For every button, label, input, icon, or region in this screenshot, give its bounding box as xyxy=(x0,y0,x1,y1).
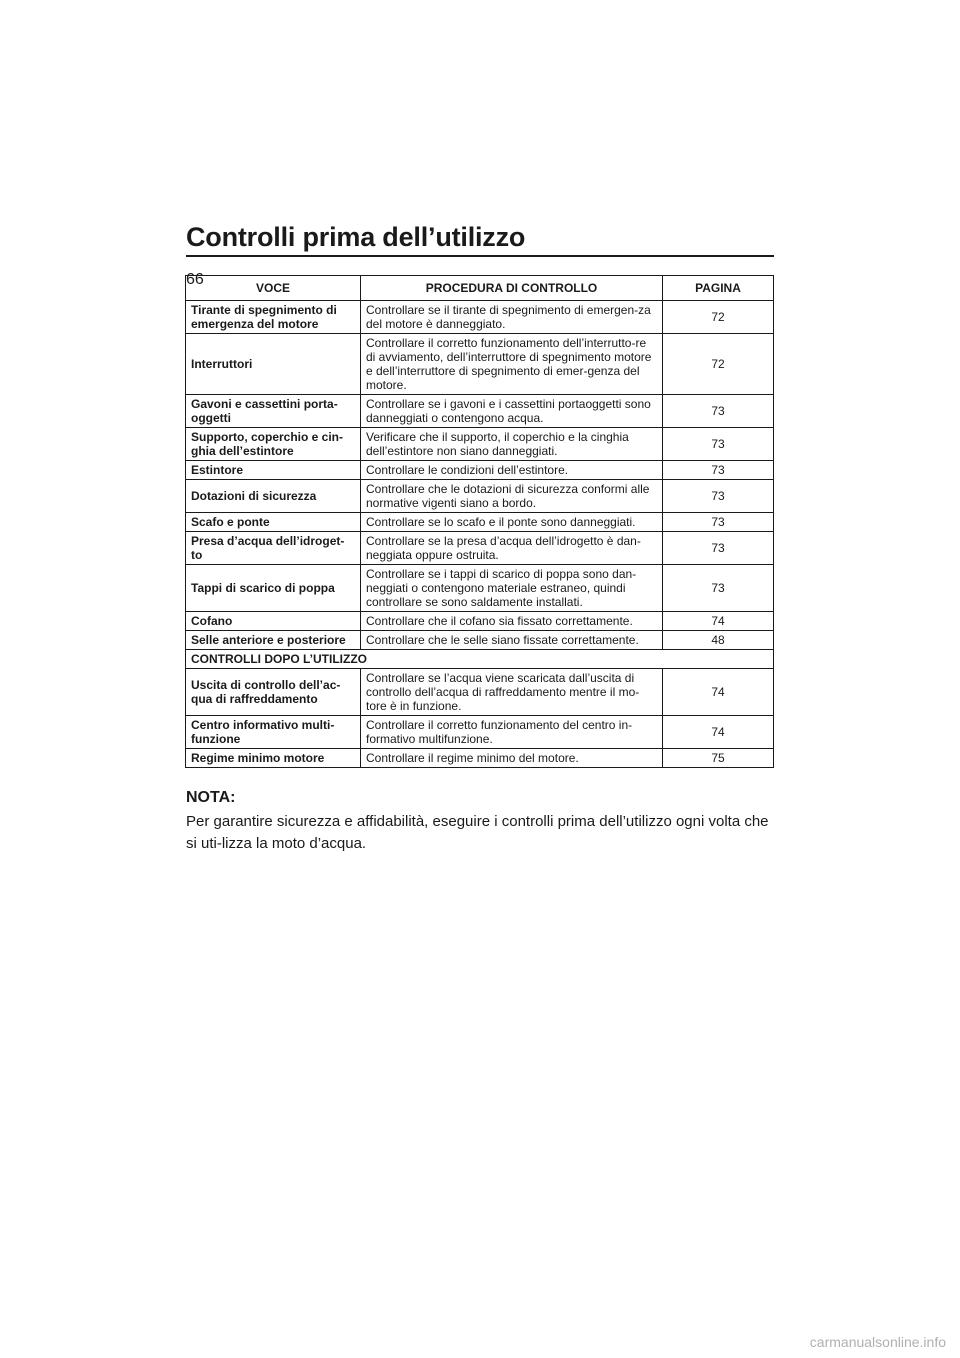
table-section xyxy=(186,650,774,669)
table-header-row xyxy=(186,276,774,301)
table-cell-item: Gavoni e cassettini porta-oggetti xyxy=(186,395,361,428)
table-cell-item: Interruttori xyxy=(186,334,361,395)
table-cell-procedure: Controllare se i gavoni e i cassettini portaoggetti sono danneggiati o contengono acqua. xyxy=(361,395,663,428)
table-cell-procedure: Controllare le condizioni dell’estintore. xyxy=(361,461,663,480)
table-cell-procedure: Verificare che il supporto, il coperchio e la cinghia dell’estintore non siano danneggiati. xyxy=(361,428,663,461)
table-cell-page: 72 xyxy=(663,301,774,334)
table-cell-item: Tirante di spegnimento di emergenza del motore xyxy=(186,301,361,334)
table-cell-item: Scafo e ponte xyxy=(186,513,361,532)
table-cell-item: Presa d’acqua dell’idroget-to xyxy=(186,532,361,565)
table-cell-item: Uscita di controllo dell’ac-qua di raffreddamento xyxy=(186,669,361,716)
table-row xyxy=(186,532,774,565)
table-cell-page: 73 xyxy=(663,532,774,565)
table-row xyxy=(186,612,774,631)
table-cell-page: 73 xyxy=(663,513,774,532)
column-header: PAGINA xyxy=(663,276,774,301)
table-cell-page: 74 xyxy=(663,669,774,716)
table-row xyxy=(186,395,774,428)
table-row xyxy=(186,513,774,532)
table-row xyxy=(186,480,774,513)
table-cell-item: Cofano xyxy=(186,612,361,631)
table-row xyxy=(186,334,774,395)
section-row xyxy=(186,650,774,669)
table-cell-procedure: Controllare che il cofano sia fissato correttamente. xyxy=(361,612,663,631)
note-title: NOTA: xyxy=(186,789,236,806)
table-cell-procedure: Controllare se l’acqua viene scaricata dall’uscita di controllo dell’acqua di raffreddamento mentre il mo-tore è in funzione. xyxy=(361,669,663,716)
table-cell-procedure: Controllare se lo scafo e il ponte sono danneggiati. xyxy=(361,513,663,532)
table-row xyxy=(186,716,774,749)
table-cell-page: 73 xyxy=(663,480,774,513)
table-cell-item: Estintore xyxy=(186,461,361,480)
table-cell-page: 73 xyxy=(663,461,774,480)
title-rule xyxy=(186,255,774,257)
checks-table xyxy=(185,275,774,768)
table-cell-item: Centro informativo multi-funzione xyxy=(186,716,361,749)
table-cell-item: Dotazioni di sicurezza xyxy=(186,480,361,513)
table-body-after xyxy=(186,669,774,768)
table-cell-procedure: Controllare che le dotazioni di sicurezza conformi alle normative vigenti siano a bordo. xyxy=(361,480,663,513)
table-cell-item: Regime minimo motore xyxy=(186,749,361,768)
table-cell-procedure: Controllare che le selle siano fissate correttamente. xyxy=(361,631,663,650)
note-text: Per garantire sicurezza e affidabilità, eseguire i controlli prima dell’utilizzo ogni volta che si uti-lizza la moto d’acqua. xyxy=(186,813,769,852)
table-cell-page: 72 xyxy=(663,334,774,395)
table-cell-page: 48 xyxy=(663,631,774,650)
table-cell-page: 74 xyxy=(663,612,774,631)
section-label: CONTROLLI DOPO L’UTILIZZO xyxy=(186,650,774,669)
table-cell-page: 73 xyxy=(663,428,774,461)
table-cell-page: 73 xyxy=(663,565,774,612)
page-number: 66 xyxy=(186,271,204,288)
table-cell-page: 74 xyxy=(663,716,774,749)
table-cell-procedure: Controllare il regime minimo del motore. xyxy=(361,749,663,768)
page-title: Controlli prima dell’utilizzo xyxy=(186,222,526,252)
table-cell-procedure: Controllare se la presa d’acqua dell’idrogetto è dan-neggiata oppure ostruita. xyxy=(361,532,663,565)
table-row xyxy=(186,565,774,612)
table-cell-page: 75 xyxy=(663,749,774,768)
table-row xyxy=(186,749,774,768)
table-row xyxy=(186,428,774,461)
table-cell-procedure: Controllare il corretto funzionamento del centro in-formativo multifunzione. xyxy=(361,716,663,749)
table-row xyxy=(186,631,774,650)
table-row xyxy=(186,301,774,334)
column-header: VOCE xyxy=(186,276,361,301)
table-cell-item: Supporto, coperchio e cin-ghia dell’estintore xyxy=(186,428,361,461)
watermark: carmanualsonline.info xyxy=(809,1334,946,1350)
table-cell-item: Tappi di scarico di poppa xyxy=(186,565,361,612)
table-row xyxy=(186,669,774,716)
table-body-before xyxy=(186,301,774,650)
column-header: PROCEDURA DI CONTROLLO xyxy=(361,276,663,301)
table-cell-procedure: Controllare il corretto funzionamento dell’interrutto-re di avviamento, dell’interruttore di spegnimento motore e dell’interruttore di spegnimento di emer-genza del motore. xyxy=(361,334,663,395)
table-cell-page: 73 xyxy=(663,395,774,428)
table-cell-procedure: Controllare se i tappi di scarico di poppa sono dan-neggiati o contengono materiale estraneo, quindi controllare se sono saldamente installati. xyxy=(361,565,663,612)
table-cell-item: Selle anteriore e posteriore xyxy=(186,631,361,650)
table-row xyxy=(186,461,774,480)
table-cell-procedure: Controllare se il tirante di spegnimento di emergen-za del motore è danneggiato. xyxy=(361,301,663,334)
